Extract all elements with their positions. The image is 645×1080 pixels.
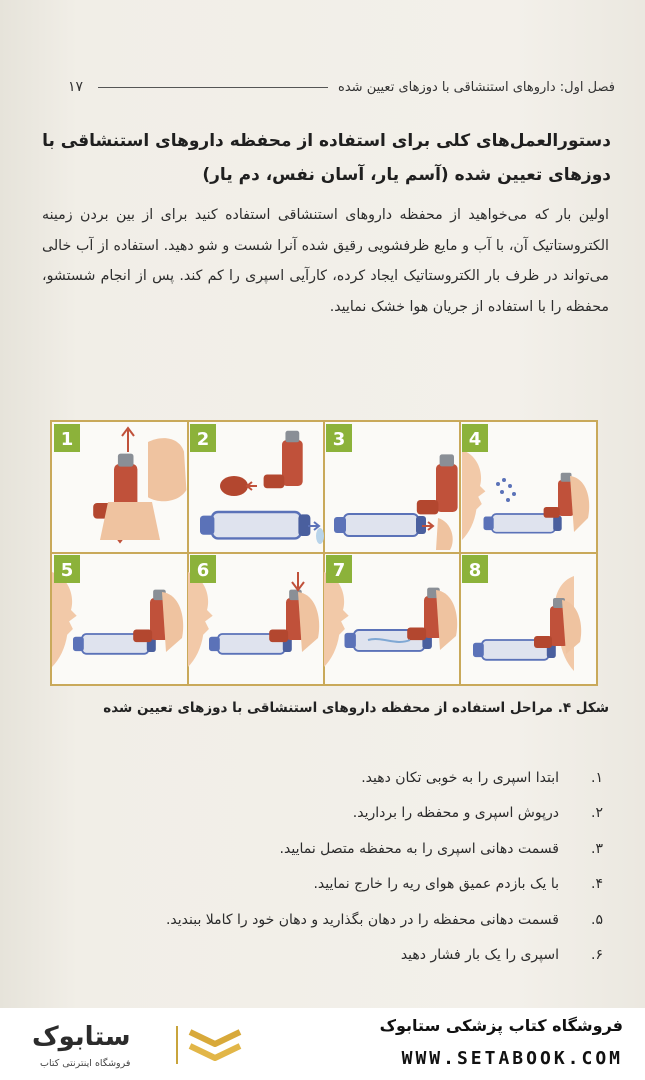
list-item (40, 938, 609, 974)
panel-label-4: 4 (468, 429, 482, 450)
step-text: ابتدا اسپری را به خوبی تکان دهید. (361, 769, 559, 786)
panel-3 (334, 454, 458, 550)
header-rule (98, 87, 328, 88)
step-number: ۲. (591, 805, 603, 822)
step-text: قسمت دهانی محفظه را در دهان بگذارید و دهان خود را کاملا ببندید. (165, 911, 559, 928)
list-item (40, 867, 609, 903)
panel-label-8: 8 (468, 560, 482, 581)
step-number: ۱. (591, 769, 603, 786)
list-item (40, 760, 609, 796)
panel-2 (200, 431, 324, 544)
step-text: اسپری را یک بار فشار دهید (400, 947, 559, 964)
panel-label-1: 1 (60, 429, 74, 450)
section-heading: دستورالعمل‌های کلی برای استفاده از محفظه داروهای استنشاقی با دوزهای تعیین شده (آسم یار، آسان نفس، دم یار) (42, 131, 611, 185)
step-number: ۵. (591, 911, 603, 928)
list-item (40, 831, 609, 867)
figure-caption: شکل ۴. مراحل استفاده از محفظه داروهای استنشاقی با دوزهای تعیین شده (103, 700, 609, 716)
step-text: با یک بازدم عمیق هوای ریه را خارج نمایید. (313, 876, 559, 893)
panel-label-7: 7 (332, 560, 346, 581)
figure-panels (52, 422, 596, 684)
panel-1 (93, 428, 186, 542)
step-text: درپوش اسپری و محفظه را بردارید. (352, 805, 559, 822)
page-number: ۱۷ (68, 79, 84, 95)
setabook-logo-icon (186, 1024, 244, 1066)
chapter-title: فصل اول: داروهای استنشاقی با دوزهای تعیین شده (338, 79, 615, 95)
running-header (68, 76, 615, 98)
figure-inhaler-steps (50, 420, 598, 686)
step-number: ۶. (591, 947, 603, 964)
logo-separator (176, 1026, 178, 1064)
panel-6 (188, 572, 319, 667)
shop-name: فروشگاه کتاب پزشکی ستابوک (379, 1016, 623, 1035)
panel-4 (462, 450, 589, 540)
step-number: ۳. (591, 840, 603, 857)
logo-wordmark: ستابوک (32, 1022, 131, 1052)
step-text: قسمت دهانی اسپری را به محفظه متصل نمایید. (279, 840, 559, 857)
step-number: ۴. (591, 876, 603, 893)
steps-list (40, 760, 609, 973)
panel-label-3: 3 (332, 429, 346, 450)
panel-label-2: 2 (196, 429, 210, 450)
panel-label-5: 5 (60, 560, 74, 581)
list-item (40, 902, 609, 938)
body-paragraph: اولین بار که می‌خواهید از محفظه داروهای استنشاقی استفاده کنید برای از بین بردن زمینه الکتروستاتیک آن، با آب و مایع ظرفشویی رقیق شده آنرا شست و شو دهید. استفاده از آب خالی می‌تواند در ظرف بار الکتروستاتیک ایجاد کرده، کارآیی اسپری را کم کند. پس از انجام شستشو، محفظه را با استفاده از جریان هوا خشک نمایید. (42, 207, 609, 315)
shop-url-link[interactable]: WWW.SETABOOK.COM (401, 1048, 623, 1069)
panel-label-6: 6 (196, 560, 210, 581)
panel-5 (52, 572, 183, 667)
logo-tagline: فروشگاه اینترنتی کتاب (40, 1058, 131, 1069)
panel-8 (473, 576, 581, 671)
list-item (40, 796, 609, 832)
panel-7 (324, 572, 457, 667)
